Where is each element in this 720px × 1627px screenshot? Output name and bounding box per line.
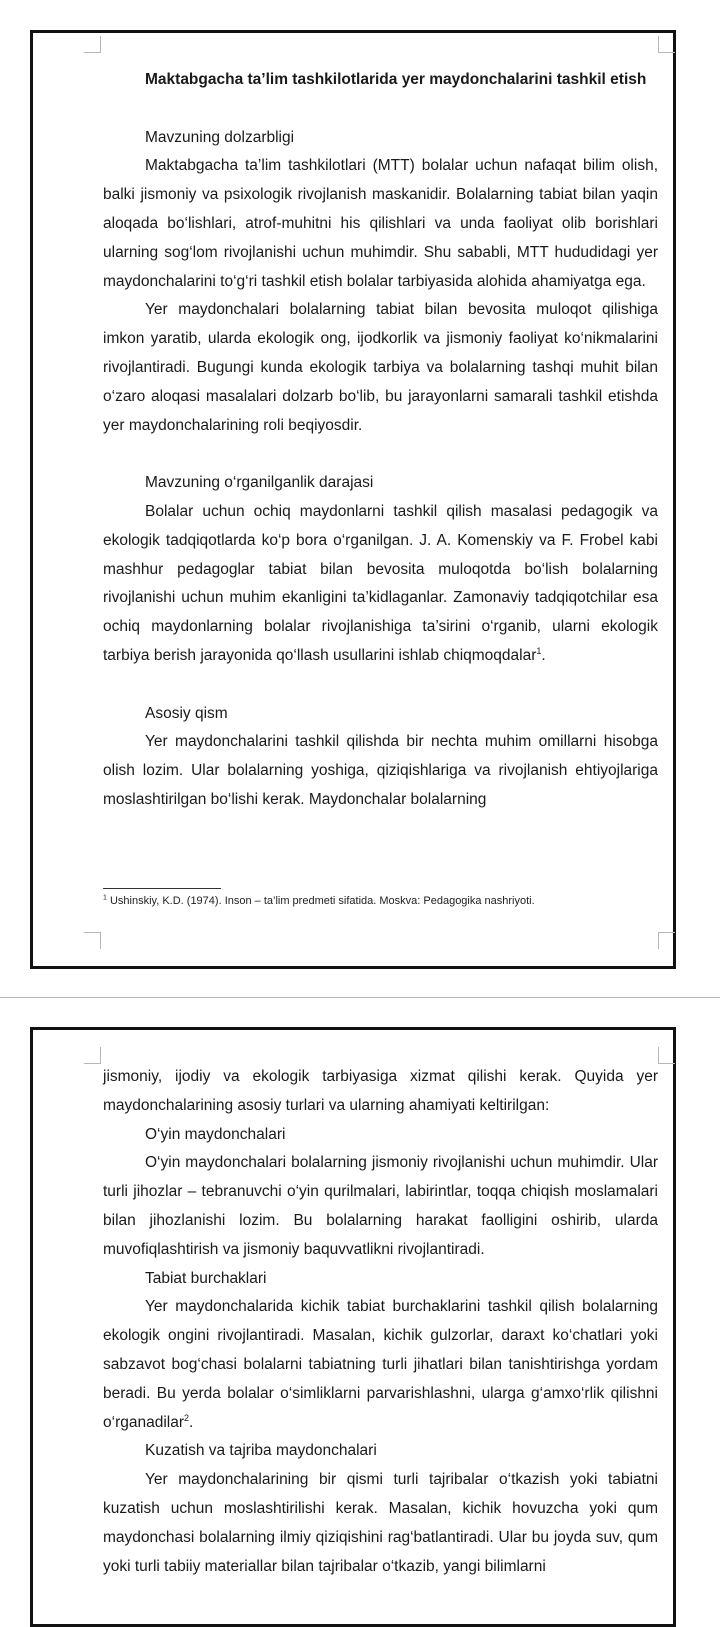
paragraph: Bolalar uchun ochiq maydonlarni tashkil qilish masalasi pedagogik va ekologik tadqiqotlarda ko‘p bora o‘rganilgan. J. A. Komenskiy va F. Frobel kabi mashhur pedagoglar tabiat bilan bevosita muloqotda bo‘lish bolalarning rivojlanishi uchun muhim ekanligini ta’kidlaganlar. Zamonaviy tadqiqotchilar esa ochiq maydonlarning bolalar rivojlanishiga ta’sirini o‘rganib, ularni ekologik tarbiya berish jarayonida qo‘llash usullarini ishlab chiqmoqdalar$^1$. <box>103 502 658 664</box>
footnote-separator <box>103 888 221 889</box>
document-page-2 <box>30 1027 676 1627</box>
footnote-text: Ushinskiy, K.D. (1974). Inson – ta’lim predmeti sifatida. Moskva: Pedagogika nashriyoti. <box>109 895 535 907</box>
document-title: Maktabgacha ta’lim tashkilotlarida yer maydonchalarini tashkil etish <box>145 71 647 88</box>
paragraph: Yer maydonchalarini tashkil qilishda bir nechta muhim omillarni hisobga olish lozim. Ular bolalarning yoshiga, qiziqishlariga va rivojlanish ehtiyojlariga moslashtirilgan bo‘lishi kerak. Maydonchalar bolalarning <box>103 733 658 808</box>
subheading-play-areas: O‘yin maydonchalari <box>145 1125 286 1143</box>
page-2-body <box>103 1063 658 1581</box>
section-heading-main-part: Asosiy qism <box>145 704 228 722</box>
footnote-number: 1 <box>103 894 107 902</box>
section-heading-research-level: Mavzuning o‘rganilganlik darajasi <box>145 474 374 492</box>
footnote-ref[interactable]: 2 <box>184 1412 190 1423</box>
footnote-ref[interactable]: 1 <box>536 645 542 656</box>
margin-corner-bottom-right <box>658 932 675 949</box>
paragraph: O‘yin maydonchalari bolalarning jismoniy rivojlanishi uchun muhimdir. Ular turli jihozlar – tebranuvchi o‘yin qurilmalari, labirintlar, toqqa chiqish moslamalari bilan jihozlanishi lozim. Bu bolalarning harakat faolligini oshirib, ularda muvofiqlashtirish va jismoniy baquvvatlikni rivojlantiradi. <box>103 1154 658 1258</box>
page-separator <box>0 997 720 998</box>
document-page-1 <box>30 30 676 969</box>
paragraph-text: Yer maydonchalarida kichik tabiat burchaklarini tashkil qilish bolalarning ekologik ongini rivojlantiradi. Masalan, kichik gulzorlar, daraxt ko‘chatlari yoki sabzavot bog‘chasi bolalarni tabiatning turli jihatlari bilan tanishtirishga yordam beradi. Bu yerda bolalar o‘simliklarni parvarishlashni, ularga g‘amxo‘rlik qilishni o‘rganadilar <box>103 1298 658 1431</box>
paragraph: Yer maydonchalari bolalarning tabiat bilan bevosita muloqot qilishiga imkon yaratib, ularda ekologik ong, ijodkorlik va jismoniy faoliyat ko‘nikmalarini rivojlantiradi. Bugungi kunda ekologik tarbiya va bolalarning tashqi muhit bilan o‘zaro aloqasi masalalari dolzarb bo‘lib, bu jarayonlarni samarali tashkil etishda yer maydonchalarining roli beqiyosdir. <box>103 301 658 434</box>
margin-corner-top-right <box>658 1047 675 1064</box>
paragraph: Yer maydonchalarida kichik tabiat burchaklarini tashkil qilish bolalarning ekologik ongini rivojlantiradi. Masalan, kichik gulzorlar, daraxt ko‘chatlari yoki sabzavot bog‘chasi bolalarni tabiatning turli jihatlari bilan tanishtirishga yordam beradi. Bu yerda bolalar o‘simliklarni parvarishlashni, ularga g‘amxo‘rlik qilishni o‘rganadilar$^2$. <box>103 1298 658 1431</box>
subheading-observation-areas: Kuzatish va tajriba maydonchalari <box>145 1442 377 1460</box>
footnote <box>103 895 535 907</box>
margin-corner-bottom-left <box>84 932 101 949</box>
paragraph-text: Bolalar uchun ochiq maydonlarni tashkil qilish masalasi pedagogik va ekologik tadqiqotlarda ko‘p bora o‘rganilgan. J. A. Komenskiy va F. Frobel kabi mashhur pedagoglar tabiat bilan bevosita muloqotda bo‘lish bolalarning rivojlanishi uchun muhim ekanligini ta’kidlaganlar. Zamonaviy tadqiqotchilar esa ochiq maydonlarning bolalar rivojlanishiga ta’sirini o‘rganib, ularni ekologik tarbiya berish jarayonida qo‘llash usullarini ishlab chiqmoqdalar <box>103 502 658 664</box>
margin-corner-top-left <box>84 36 101 53</box>
section-heading-relevance: Mavzuning dolzarbligi <box>145 128 295 146</box>
paragraph: Yer maydonchalarining bir qismi turli tajribalar o‘tkazish yoki tabiatni kuzatish uchun moslashtirilishi kerak. Masalan, kichik hovuzcha yoki qum maydonchasi bolalarning ilmiy qiziqishini rag‘batlantiradi. Ular bu joyda suv, qum yoki turli tabiiy materiallar bilan tajribalar o‘tkazib, yangi bilimlarni <box>103 1471 658 1575</box>
paragraph: jismoniy, ijodiy va ekologik tarbiyasiga xizmat qilishi kerak. Quyida yer maydonchalarining asosiy turlari va ularning ahamiyati keltirilgan: <box>103 1068 658 1114</box>
margin-corner-top-left <box>84 1047 101 1064</box>
page-1-body <box>103 66 658 815</box>
margin-corner-top-right <box>658 36 675 53</box>
paragraph: Maktabgacha ta’lim tashkilotlari (MTT) bolalar uchun nafaqat bilim olish, balki jismoniy va psixologik rivojlanish maskanidir. Bolalarning tabiat bilan yaqin aloqada bo‘lishlari, atrof-muhitni his qilishlari va unda faoliyat olib borishlari ularning sog‘lom rivojlanishi uchun muhimdir. Shu sababli, MTT hududidagi yer maydonchalarini to‘g‘ri tashkil etish bolalar tarbiyasida alohida ahamiyatga ega. <box>103 157 658 290</box>
subheading-nature-corners: Tabiat burchaklari <box>145 1269 267 1287</box>
